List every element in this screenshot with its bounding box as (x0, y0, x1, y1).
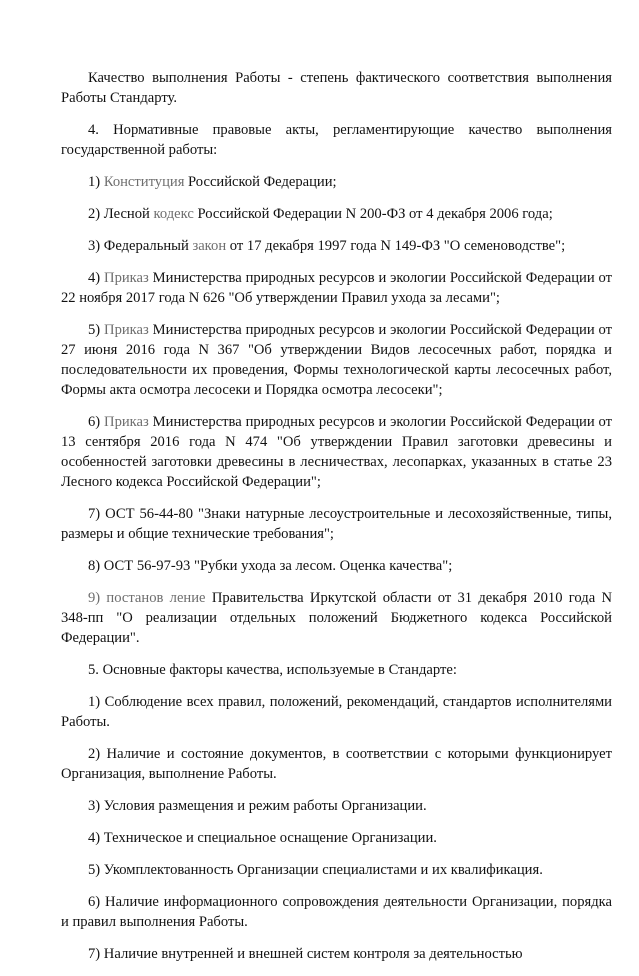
paragraph (61, 236, 612, 256)
paragraph-text: Правительства Иркутской области от 31 декабря 2010 года N 348-пп "О реализации отдельных положений Бюджетного кодекса Российской Федерации". (61, 590, 612, 646)
paragraph (61, 412, 612, 492)
legal-reference-link[interactable]: кодекс (153, 206, 194, 222)
paragraph-text: Министерства природных ресурсов и экологии Российской Федерации от 27 июня 2016 года N 367 "Об утверждении Видов лесосечных работ, порядка и последовательности их проведения, Формы технологической карты лесосечных работ, Формы акта осмотра лесосеки и Порядка осмотра лесосеки"; (61, 322, 612, 398)
paragraph-text: 6) (88, 414, 105, 430)
paragraph (61, 120, 612, 160)
paragraph-text: 2) Лесной (88, 206, 154, 222)
paragraph-text: 8) ОСТ 56-97-93 "Рубки ухода за лесом. Оценка качества"; (88, 558, 453, 574)
document-body (61, 68, 612, 976)
paragraph-text: 3) Федеральный (88, 238, 193, 254)
paragraph-text: 5. Основные факторы качества, используемые в Стандарте: (88, 662, 457, 678)
paragraph-text: 3) Условия размещения и режим работы Организации. (88, 798, 427, 814)
paragraph (61, 892, 612, 932)
legal-reference-link[interactable]: Приказ (104, 270, 149, 286)
paragraph (61, 68, 612, 108)
paragraph-text: 4) Техническое и специальное оснащение Организации. (88, 830, 437, 846)
paragraph (61, 588, 612, 648)
paragraph (61, 172, 612, 192)
legal-reference-link[interactable]: закон (192, 238, 227, 254)
paragraph (61, 692, 612, 732)
paragraph-text: 6) Наличие информационного сопровождения деятельности Организации, порядка и правил выполнения Работы. (61, 894, 612, 930)
paragraph-text: Министерства природных ресурсов и экологии Российской Федерации от 13 сентября 2016 года N 474 "Об утверждении Правил заготовки древесины и особенностей заготовки древесины в лесничествах, лесопарках, указанных в статье 23 Лесного кодекса Российской Федерации"; (61, 414, 612, 490)
paragraph (61, 860, 612, 880)
legal-reference-link[interactable]: 9) постанов ление (88, 590, 206, 606)
paragraph-text: 5) Укомплектованность Организации специалистами и их квалификация. (88, 862, 543, 878)
paragraph (61, 828, 612, 848)
paragraph-text: 1) (88, 174, 104, 190)
paragraph-text: 5) (88, 322, 105, 338)
paragraph-text: Качество выполнения Работы - степень фактического соответствия выполнения Работы Стандарту. (61, 70, 612, 106)
paragraph-text: 2) Наличие и состояние документов, в соответствии с которыми функционирует Организация, выполнение Работы. (61, 746, 612, 782)
paragraph (61, 504, 612, 544)
legal-reference-link[interactable]: Приказ (104, 414, 149, 430)
paragraph (61, 744, 612, 784)
paragraph-text: Министерства природных ресурсов и экологии Российской Федерации от 22 ноября 2017 года N 626 "Об утверждении Правил ухода за лесами"; (61, 270, 612, 306)
paragraph-text: Российской Федерации N 200-ФЗ от 4 декабря 2006 года; (193, 206, 553, 222)
paragraph-text: 1) Соблюдение всех правил, положений, рекомендаций, стандартов исполнителями Работы. (61, 694, 612, 730)
legal-reference-link[interactable]: Приказ (104, 322, 149, 338)
paragraph (61, 204, 612, 224)
legal-reference-link[interactable]: Конституция (103, 174, 185, 190)
paragraph (61, 796, 612, 816)
paragraph-text: 4. Нормативные правовые акты, регламентирующие качество выполнения государственной работы: (61, 122, 612, 158)
paragraph (61, 944, 612, 964)
paragraph (61, 320, 612, 400)
paragraph-text: от 17 декабря 1997 года N 149-ФЗ "О семеноводстве"; (226, 238, 566, 254)
paragraph-text: 4) (88, 270, 105, 286)
paragraph-text: 7) ОСТ 56-44-80 "Знаки натурные лесоустроительные и лесохозяйственные, типы, размеры и общие технические требования"; (61, 506, 612, 542)
paragraph (61, 268, 612, 308)
paragraph (61, 556, 612, 576)
paragraph-text: 7) Наличие внутренней и внешней систем контроля за деятельностью (88, 946, 523, 962)
paragraph (61, 660, 612, 680)
paragraph-text: Российской Федерации; (184, 174, 337, 190)
